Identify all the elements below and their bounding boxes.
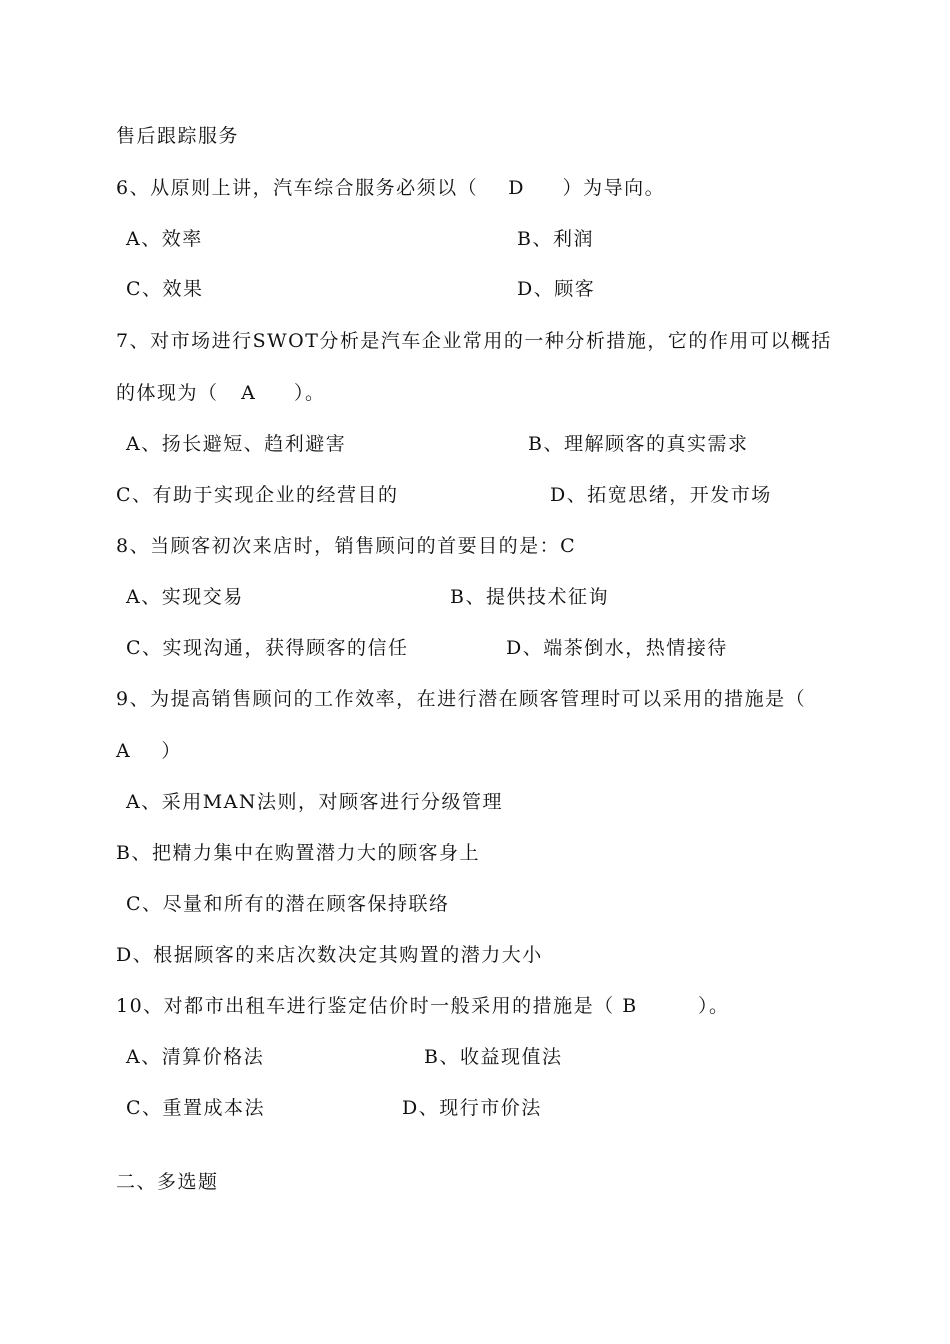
question-8: 8、当顾客初次来店时，销售顾问的首要目的是：C [116, 535, 577, 557]
q7-option-a: A、扬长避短、趋利避害 [126, 433, 347, 455]
q10-option-d: D、现行市价法 [402, 1097, 542, 1119]
q9-option-b: B、把精力集中在购置潜力大的顾客身上 [116, 842, 480, 864]
q6-option-c: C、效果 [126, 278, 204, 300]
section-heading-multiple-choice: 二、多选题 [116, 1171, 219, 1193]
q8-option-c: C、实现沟通，获得顾客的信任 [126, 637, 409, 659]
q10-option-b: B、收益现值法 [424, 1046, 563, 1068]
q6-option-a: A、效率 [126, 228, 203, 250]
q7-option-c: C、有助于实现企业的经营目的 [116, 484, 399, 506]
line-after-sales: 售后跟踪服务 [116, 125, 240, 147]
question-9: 9、为提高销售顾问的工作效率，在进行潜在顾客管理时可以采用的措施是（ [116, 688, 807, 710]
q10-option-c: C、重置成本法 [126, 1097, 266, 1119]
question-9-answer: A ） [116, 740, 182, 762]
q8-option-b: B、提供技术征询 [450, 586, 609, 608]
q9-option-d: D、根据顾客的来店次数决定其购置的潜力大小 [116, 944, 543, 966]
q10-option-a: A、清算价格法 [126, 1046, 265, 1068]
q8-option-d: D、端茶倒水，热情接待 [506, 637, 728, 659]
question-7: 7、对市场进行SWOT分析是汽车企业常用的一种分析措施，它的作用可以概括 [116, 330, 832, 352]
q9-option-c: C、尽量和所有的潜在顾客保持联络 [126, 893, 450, 915]
q7-option-b: B、理解顾客的真实需求 [528, 433, 749, 455]
question-6: 6、从原则上讲，汽车综合服务必须以（ D ）为导向。 [116, 177, 666, 199]
q6-option-b: B、利润 [517, 228, 594, 250]
question-7-cont: 的体现为（ A ）。 [116, 382, 326, 404]
question-10: 10、对都市出租车进行鉴定估价时一般采用的措施是（ B ）。 [116, 995, 730, 1017]
q9-option-a: A、采用MAN法则，对顾客进行分级管理 [126, 791, 504, 813]
q6-option-d: D、顾客 [517, 278, 596, 300]
q8-option-a: A、实现交易 [126, 586, 244, 608]
q7-option-d: D、拓宽思绪，开发市场 [550, 484, 772, 506]
